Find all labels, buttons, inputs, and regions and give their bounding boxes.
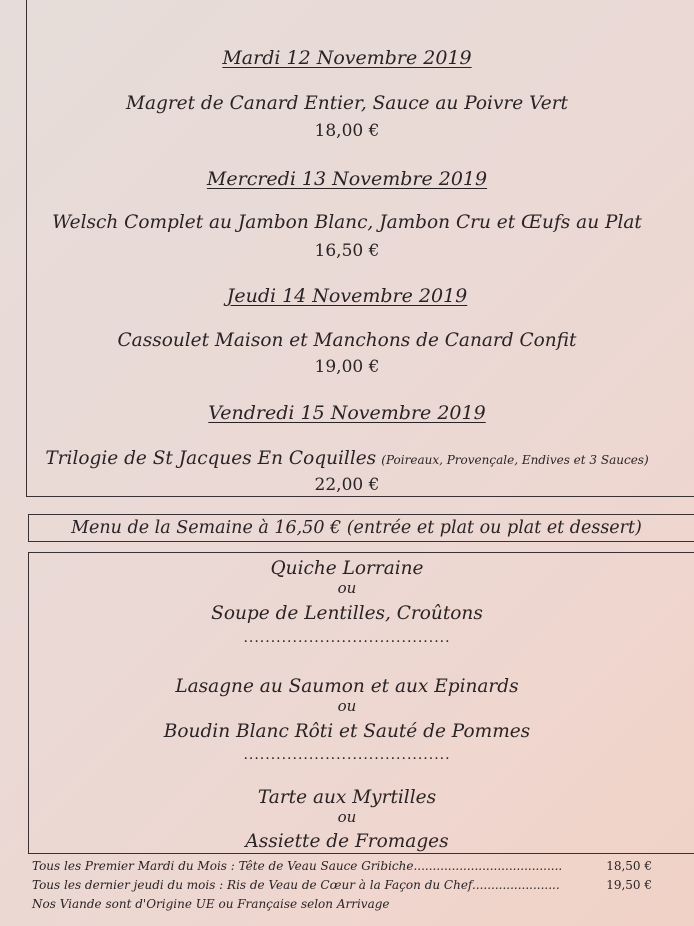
main-2: Boudin Blanc Rôti et Sauté de Pommes xyxy=(163,721,531,742)
starter-2: Soupe de Lentilles, Croûtons xyxy=(211,603,483,624)
starter-or: ou xyxy=(337,579,357,597)
day-4-dish-line xyxy=(0,448,694,469)
day-2-price: 16,50 € xyxy=(314,241,380,261)
footer-line-3 xyxy=(32,897,672,911)
day-1-price: 18,00 € xyxy=(314,121,380,141)
footer-line-2 xyxy=(32,878,672,892)
main-1: Lasagne au Saumon et aux Epinards xyxy=(175,676,519,697)
footer-line-2-text: Tous les dernier jeudi du mois : Ris de Veau de Cœur à la Façon du Chef....................... xyxy=(32,878,560,892)
dessert-1: Tarte aux Myrtilles xyxy=(257,787,437,808)
day-4-date: Vendredi 15 Novembre 2019 xyxy=(208,402,486,424)
day-1-dish: Magret de Canard Entier, Sauce au Poivre Vert xyxy=(126,93,568,114)
day-3-dish: Cassoulet Maison et Manchons de Canard Confit xyxy=(117,330,577,351)
day-1-date: Mardi 12 Novembre 2019 xyxy=(222,47,472,69)
separator-2: ...................................... xyxy=(243,747,451,763)
day-3-price: 19,00 € xyxy=(314,357,380,377)
separator-1: ...................................... xyxy=(243,630,451,646)
day-4-dish: Trilogie de St Jacques En Coquilles xyxy=(45,448,377,469)
dessert-2: Assiette de Fromages xyxy=(245,831,449,852)
footer-line-1 xyxy=(32,859,672,873)
footer-line-3-text: Nos Viande sont d'Origine UE ou Française selon Arrivage xyxy=(32,897,390,911)
day-2-dish: Welsch Complet au Jambon Blanc, Jambon Cru et Œufs au Plat xyxy=(52,212,642,233)
starter-1: Quiche Lorraine xyxy=(270,558,424,579)
day-2-date: Mercredi 13 Novembre 2019 xyxy=(206,168,488,190)
day-4-dish-note: (Poireaux, Provençale, Endives et 3 Sauces) xyxy=(381,453,649,467)
dessert-or: ou xyxy=(337,808,357,826)
footer-line-1-text: Tous les Premier Mardi du Mois : Tête de Veau Sauce Gribiche....................................... xyxy=(32,859,563,873)
footer-line-2-price: 19,50 € xyxy=(606,878,652,892)
footer-line-1-price: 18,50 € xyxy=(606,859,652,873)
main-or: ou xyxy=(337,697,357,715)
weekly-menu-banner: Menu de la Semaine à 16,50 € (entrée et plat ou plat et dessert) xyxy=(28,514,694,542)
day-3-date: Jeudi 14 Novembre 2019 xyxy=(226,285,468,307)
day-4-price: 22,00 € xyxy=(314,475,380,495)
